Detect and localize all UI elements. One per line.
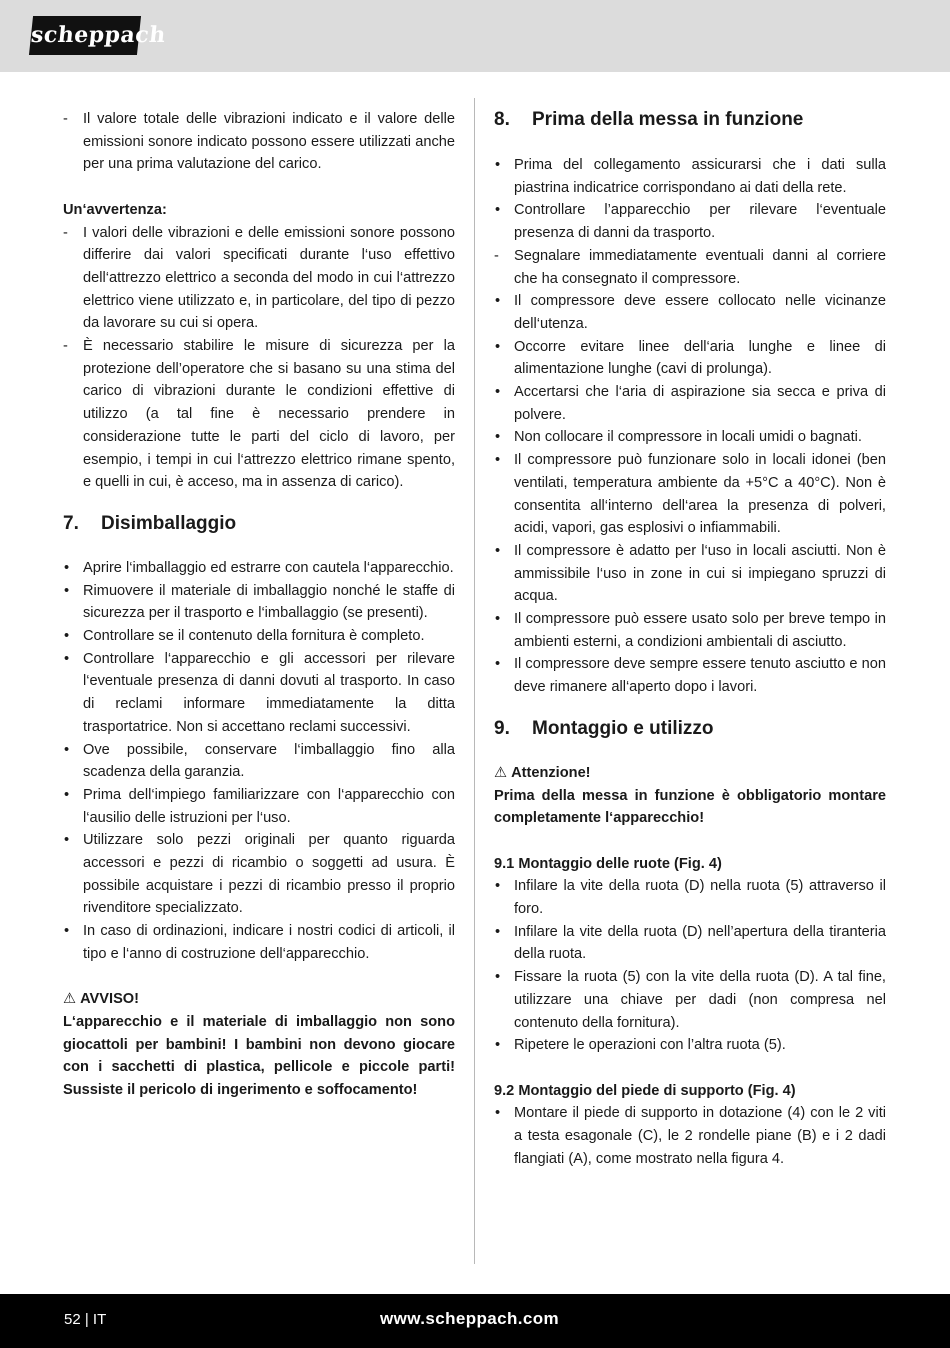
footer-bar (0, 1294, 950, 1348)
section-number: 8. (494, 109, 510, 130)
list-item: • Utilizzare solo pezzi originali per quanto riguarda accessori e pezzi di ricambio o soggetti ad usura. È possibile acquistare i pezzi di ricambio presso il proprio rivenditore specializzato. (63, 829, 455, 920)
column-divider (474, 98, 475, 1264)
list-item: • Controllare l’apparecchio per rilevare l‘eventuale presenza di danni da trasporto. (494, 199, 886, 244)
list-item: • Prima del collegamento assicurarsi che i dati sulla piastrina indicatrice corrispondano ai dati della rete. (494, 154, 886, 199)
section-number: 7. (63, 512, 79, 534)
list-item: • Il compressore può essere usato solo per breve tempo in ambienti esterni, a condizioni ambientali di asciutto. (494, 608, 886, 653)
list-item: • Prima dell‘impiego familiarizzare con l‘apparecchio con l‘ausilio delle istruzioni per l‘uso. (63, 784, 455, 829)
list-item: • Ove possibile, conservare l‘imballaggio fino alla scadenza della garanzia. (63, 739, 455, 784)
warning-dash-item: - È necessario stabilire le misure di sicurezza per la protezione dell’operatore che si basano su una stima del carico di vibrazioni durante le condizioni effettive di utilizzo (a tal fine è necessario prendere in considerazione tutte le parti del ciclo di lavoro, per esempio, i tempi in cui l‘attrezzo elettrico rimane spento, e quelli in cui, è acceso, ma in assenza di carico). (63, 335, 455, 494)
subsection-title-9-2: 9.2 Montaggio del piede di supporto (Fig. 4) (494, 1082, 796, 1099)
section-heading-8 (494, 108, 886, 132)
warning-dash-item: - I valori delle vibrazioni e delle emissioni sonore possono differire dai valori specificati durante l‘uso effettivo dell‘attrezzo elettrico a seconda del modo in cui l‘attrezzo elettrico viene utilizzato e, in particolare, del tipo di pezzo da lavorare su cui si opera. (63, 222, 455, 336)
list-item: • Occorre evitare linee dell‘aria lunghe e linee di alimentazione lunghe (cavi di prolunga). (494, 336, 886, 381)
section-number: 9. (494, 717, 510, 739)
list-item: • Il compressore è adatto per l‘uso in locali asciutti. Non è ammissibile l‘uso in zone in cui si impiegano spruzzi di acqua. (494, 540, 886, 608)
list-item: • Infilare la vite della ruota (D) nell’apertura della tiranteria della ruota. (494, 921, 886, 966)
subsection-title-9-1: 9.1 Montaggio delle ruote (Fig. 4) (494, 855, 722, 872)
attention-heading (494, 762, 886, 785)
right-column (494, 108, 886, 1171)
website-link[interactable]: www.scheppach.com (380, 1309, 560, 1328)
warning-triangle-icon: ⚠ (494, 764, 508, 781)
left-column (63, 108, 455, 1102)
list-item: • Montare il piede di supporto in dotazione (4) con le 2 viti a testa esagonale (C), le 2 rondelle piane (B) e i 2 dadi flangiati (A), come mostrato nella figura 4. (494, 1102, 886, 1170)
notice-text: L‘apparecchio e il materiale di imballaggio non sono giocattoli per bambini! I bambini non devono giocare con i sacchetti di plastica, pellicole e piccole parti! Sussiste il pericolo di ingerimento e soffocamento! (63, 1013, 455, 1099)
attention-title: Attenzione! (511, 764, 591, 781)
warning-triangle-icon: ⚠ (63, 991, 77, 1008)
list-item: • Controllare se il contenuto della fornitura è completo. (63, 625, 455, 648)
intro-dash-item: - Il valore totale delle vibrazioni indicato e il valore delle emissioni sonore indicato possono essere utilizzati anche per una prima valutazione del carico. (63, 108, 455, 176)
list-item: • In caso di ordinazioni, indicare i nostri codici di articoli, il tipo e l‘anno di costruzione dell‘apparecchio. (63, 920, 455, 965)
section-title: Montaggio e utilizzo (532, 717, 714, 739)
section-title: Prima della messa in funzione (532, 109, 804, 130)
scheppach-logo: scheppach (29, 16, 141, 55)
list-item: • Rimuovere il materiale di imballaggio nonché le staffe di sicurezza per il trasporto e l‘imballaggio (se presenti). (63, 580, 455, 625)
list-item: • Fissare la ruota (5) con la vite della ruota (D). A tal fine, utilizzare una chiave per dadi (non compresa nel contenuto della fornitura). (494, 966, 886, 1034)
list-item: • Il compressore deve essere collocato nelle vicinanze dell‘utenza. (494, 290, 886, 335)
list-item: • Il compressore deve sempre essere tenuto asciutto e non deve rimanere all‘aperto dopo i lavori. (494, 653, 886, 698)
list-item: • Controllare l‘apparecchio e gli accessori per rilevare l‘eventuale presenza di danni dovuti al trasporto. In caso di reclami informare immediatamente la ditta trasportatrice. Non si accettano reclami successivi. (63, 648, 455, 739)
list-item-continuation (494, 245, 886, 290)
list-item: • Aprire l‘imballaggio ed estrarre con cautela l‘apparecchio. (63, 557, 455, 580)
list-item: • Infilare la vite della ruota (D) nella ruota (5) attraverso il foro. (494, 875, 886, 920)
list-item: • Ripetere le operazioni con l’altra ruota (5). (494, 1034, 886, 1057)
section-heading-7 (63, 512, 455, 536)
notice-title: AVVISO! (80, 991, 140, 1008)
warning-title: Un‘avvertenza: (63, 201, 167, 218)
section-heading-9 (494, 717, 886, 741)
list-item: • Non collocare il compressore in locali umidi o bagnati. (494, 426, 886, 449)
list-item: • Il compressore può funzionare solo in locali idonei (ben ventilati, temperatura ambiente da +5°C a 40°C). Non è consentita all‘interno dell‘area la presenza di polveri, acidi, vapori, gas esplosivi o infiammabili. (494, 449, 886, 540)
list-item: • Accertarsi che l‘aria di aspirazione sia secca e priva di polvere. (494, 381, 886, 426)
notice-heading (63, 988, 455, 1011)
attention-text: Prima della messa in funzione è obbligatorio montare completamente l‘apparecchio! (494, 787, 886, 827)
continuation-text: Segnalare immediatamente eventuali danni al corriere che ha consegnato il compressore. (514, 247, 886, 287)
section-title: Disimballaggio (101, 512, 237, 534)
header-bar (0, 0, 950, 72)
page-number: 52 | IT (64, 1311, 107, 1328)
